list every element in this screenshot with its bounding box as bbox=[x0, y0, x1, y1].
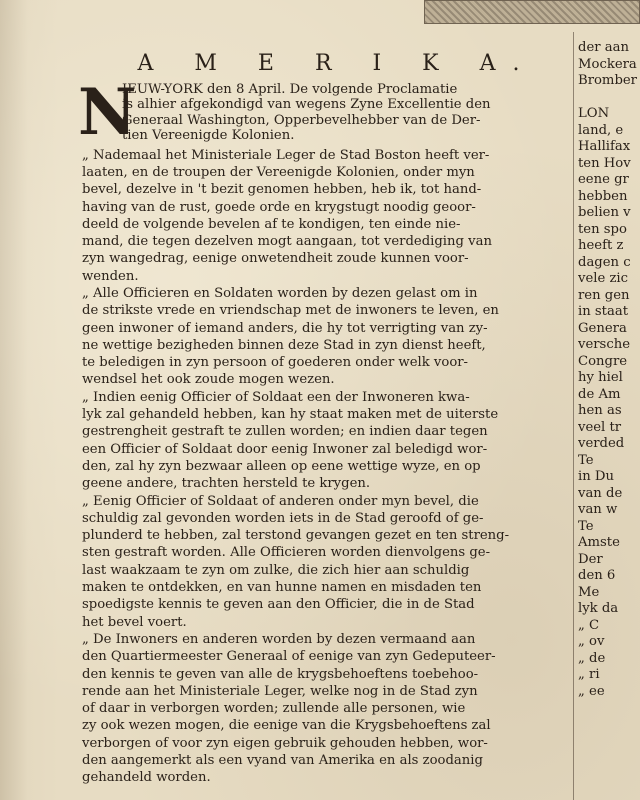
body-line: schuldig zal gevonden worden iets in de Stad geroofd of ge- bbox=[82, 510, 484, 526]
body-line: lyk zal gehandeld hebben, kan hy staat maken met de uiterste bbox=[82, 407, 499, 423]
adjacent-column-line: ren gen bbox=[578, 287, 630, 303]
body-line: wendsel het ook zoude mogen wezen. bbox=[82, 372, 335, 388]
body-line: „ Eenig Officier of Soldaat of anderen onder myn bevel, die bbox=[82, 493, 479, 509]
adjacent-column-line: „ ee bbox=[578, 683, 605, 699]
adjacent-column-line: Amste bbox=[578, 535, 620, 550]
adjacent-column-line: den 6 bbox=[578, 568, 616, 583]
adjacent-column-line: in Du bbox=[578, 469, 614, 484]
body-line: den Quartiermeester Generaal of eenige van zyn Gedeputeer- bbox=[82, 649, 496, 665]
body-line: of daar in verborgen worden; zullende alle personen, wie bbox=[82, 701, 466, 717]
body-line: geene andere, trachten hersteld te krygen. bbox=[82, 476, 371, 492]
adjacent-column-line: ten Hov bbox=[578, 155, 631, 171]
adjacent-column bbox=[578, 40, 640, 700]
lead-line: is alhier afgekondigd van wegens Zyne Excellentie den bbox=[122, 97, 491, 113]
adjacent-column-line: de Am bbox=[578, 386, 621, 402]
body-line: den, zal hy zyn bezwaar alleen op eene wettige wyze, en op bbox=[82, 458, 481, 474]
body-line: mand, die tegen dezelven mogt aangaan, tot verdediging van bbox=[82, 234, 492, 250]
body-line: „ Nademaal het Ministeriale Leger de Stad Boston heeft ver- bbox=[82, 147, 490, 163]
main-column bbox=[78, 50, 572, 787]
body-line: maken te ontdekken, en van hunne namen en misdaden ten bbox=[82, 580, 482, 596]
lead-line: Generaal Washington, Opperbevelhebber van de Der- bbox=[122, 112, 481, 128]
adjacent-column-line: Bromber bbox=[578, 73, 637, 88]
adjacent-column-line: der aan bbox=[578, 40, 629, 55]
body-line: laaten, en de troupen der Vereenigde Kolonien, onder myn bbox=[82, 164, 475, 180]
body-line: de strikste vrede en vriendschap met de inwoners te leven, en bbox=[82, 303, 499, 319]
adjacent-column-line: „ C bbox=[578, 617, 600, 633]
body-line: „ Alle Officieren en Soldaten worden by dezen gelast om in bbox=[82, 286, 478, 301]
adjacent-column-line: hy hiel bbox=[578, 370, 623, 385]
adjacent-column-line bbox=[578, 90, 640, 107]
lead-line: tien Vereenigde Kolonien. bbox=[122, 128, 295, 144]
adjacent-column-line: Te bbox=[578, 452, 594, 468]
body-line: geen inwoner of iemand anders, die hy tot verrigting van zy- bbox=[82, 320, 488, 336]
adjacent-column-line: veel tr bbox=[578, 419, 622, 435]
adjacent-column-line: versche bbox=[578, 337, 631, 352]
body-line: te beledigen in zyn persoon of goederen onder welk voor- bbox=[82, 355, 469, 371]
adjacent-column-line: LON bbox=[578, 106, 610, 121]
adjacent-column-line: eene gr bbox=[578, 172, 629, 187]
body-line: den kennis te geven van alle de krygsbehoeftens toebehoo- bbox=[82, 666, 479, 682]
body-line: sten gestraft worden. Alle Officieren worden dienvolgens ge- bbox=[82, 545, 491, 561]
body-line: last waakzaam te zyn om zulke, die zich hier aan schuldig bbox=[82, 562, 470, 578]
body-line: verborgen of voor zyn eigen gebruik gehouden hebben, wor- bbox=[82, 735, 488, 751]
adjacent-column-line: in staat bbox=[578, 304, 628, 319]
adjacent-column-line: Te bbox=[578, 518, 594, 534]
adjacent-column-line: van w bbox=[578, 502, 618, 517]
adjacent-column-line: „ ri bbox=[578, 667, 600, 682]
section-heading: A M E R I K A. bbox=[137, 51, 537, 76]
adjacent-column-line: verded bbox=[578, 436, 625, 451]
adjacent-column-line: Congre bbox=[578, 353, 628, 369]
adjacent-column-line: Mockera bbox=[578, 56, 637, 72]
column-rule bbox=[573, 32, 574, 800]
adjacent-column-line: lyk da bbox=[578, 601, 619, 616]
body-line: zyn wangedrag, eenige onwetendheit zoude kunnen voor- bbox=[82, 251, 469, 267]
adjacent-column-line: Hallifax bbox=[578, 139, 631, 154]
body-line: een Officier of Soldaat door eenig Inwoner zal beledigd wor- bbox=[82, 441, 488, 457]
body-line: ne wettige bezigheden binnen deze Stad in zyn dienst heeft, bbox=[82, 337, 486, 353]
lead-line: IEUW-YORK den 8 April. De volgende Proclamatie bbox=[122, 82, 458, 97]
body-line: deeld de volgende bevelen af te kondigen, ten einde nie- bbox=[82, 216, 461, 232]
lead-paragraph bbox=[78, 75, 572, 150]
adjacent-column-line: Der bbox=[578, 551, 603, 567]
body-line: „ Indien eenig Officier of Soldaat een der Inwoneren kwa- bbox=[82, 389, 470, 405]
adjacent-column-line: vele zic bbox=[578, 271, 629, 286]
adjacent-column-line: ten spo bbox=[578, 221, 627, 237]
adjacent-column-line: Genera bbox=[578, 320, 627, 336]
body-line: gehandeld worden. bbox=[82, 770, 211, 786]
body-line: plunderd te hebben, zal terstond gevangen gezet en ten streng- bbox=[82, 528, 510, 544]
body-line: gestrengheit gestraft te zullen worden; en indien daar tegen bbox=[82, 424, 488, 440]
header-ornament bbox=[424, 0, 640, 24]
adjacent-column-line: „ de bbox=[578, 650, 606, 666]
body-line: wenden. bbox=[82, 268, 139, 284]
adjacent-column-line: belien v bbox=[578, 205, 631, 220]
adjacent-column-line: „ ov bbox=[578, 634, 605, 649]
adjacent-column-line: hebben bbox=[578, 188, 628, 204]
body-line: rende aan het Ministeriale Leger, welke nog in de Stad zyn bbox=[82, 683, 478, 699]
adjacent-column-line: dagen c bbox=[578, 254, 631, 270]
body-line: het bevel voert. bbox=[82, 614, 187, 630]
proclamation-body bbox=[82, 147, 572, 787]
adjacent-column-line: heeft z bbox=[578, 238, 624, 253]
drop-cap: N bbox=[78, 75, 137, 150]
body-line: having van de rust, goede orde en krygstugt noodig geoor- bbox=[82, 199, 476, 215]
body-line: den aangemerkt als een vyand van Amerika en als zoodanig bbox=[82, 753, 483, 769]
adjacent-column-line: hen as bbox=[578, 403, 622, 418]
adjacent-column-line: Me bbox=[578, 584, 600, 600]
body-line: bevel, dezelve in 't bezit genomen hebben, heb ik, tot hand- bbox=[82, 182, 482, 198]
body-line: spoedigste kennis te geven aan den Officier, die in de Stad bbox=[82, 597, 475, 613]
body-line: „ De Inwoners en anderen worden by dezen vermaand aan bbox=[82, 631, 476, 647]
body-line: zy ook wezen mogen, die eenige van die Krygsbehoeftens zal bbox=[82, 718, 491, 734]
adjacent-column-line: land, e bbox=[578, 122, 624, 138]
adjacent-column-line: van de bbox=[578, 485, 623, 501]
